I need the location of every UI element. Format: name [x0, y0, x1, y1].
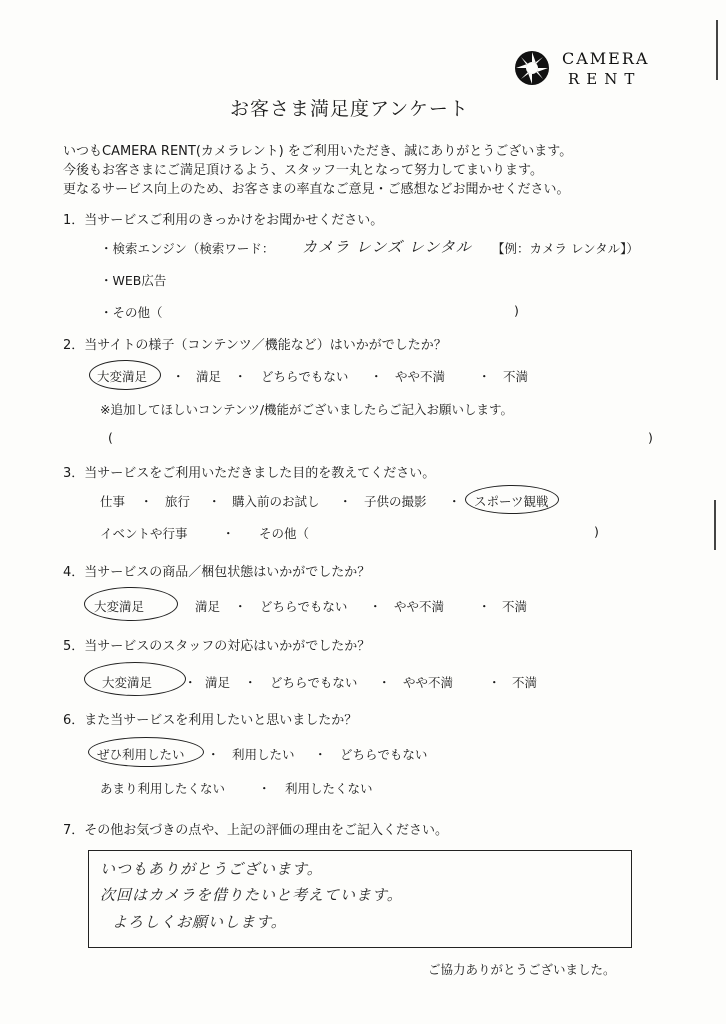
q4-option-dissatisfied: 不満: [502, 599, 528, 614]
intro-line-2: 今後もお客さまにご満足頂けるよう、スタッフ一丸となって努力してまいります。: [63, 163, 543, 178]
q6-option-yes: 利用したい: [232, 747, 295, 762]
q3-option-travel: 旅行: [165, 494, 191, 509]
comment-line-1: いつもありがとうございます。: [100, 860, 323, 878]
q1-search-example: 【例：カメラ レンタル】）: [492, 241, 639, 256]
comment-line-3: よろしくお願いします。: [112, 913, 287, 931]
q3-option-event: イベントや行事: [100, 526, 188, 541]
q1-other-option: ・その他（: [100, 305, 163, 320]
intro-line-3: 更なるサービス向上のため、お客さまの率直なご意見・ご感想などお聞かせください。: [63, 182, 570, 197]
intro-line-1: いつもCAMERA RENT(カメラレント) をご利用いただき、誠にありがとうございます。: [63, 144, 573, 159]
q7-text: 7．その他お気づきの点や、上記の評価の理由をご記入ください。: [63, 823, 449, 838]
q3-option-sports: スポーツ観戦: [474, 494, 549, 509]
comment-line-2: 次回はカメラを借りたいと考えています。: [100, 886, 403, 904]
q2-option-very-satisfied: 大変満足: [97, 369, 148, 384]
q4-selection-circle: [84, 587, 178, 621]
q5-text: 5．当サービスのスタッフの対応はいかがでしたか？: [63, 639, 371, 654]
q5-option-dissatisfied: 不満: [512, 675, 538, 690]
q6-option-no: 利用したくない: [285, 781, 373, 796]
q1-search-answer: カメラ レンズ レンタル: [302, 238, 472, 256]
q3-option-other: その他（: [259, 526, 310, 541]
q5-option-satisfied: 満足: [205, 675, 231, 690]
q3-option-work: 仕事: [100, 494, 126, 509]
q2-option-somewhat-dissatisfied: やや不満: [395, 369, 446, 384]
q6-selection-circle: [88, 737, 204, 767]
q1-web-option: ・WEB広告: [100, 273, 167, 288]
q5-option-neutral: どちらでもない: [270, 675, 358, 690]
q2-open-paren: (: [108, 430, 113, 445]
closing-text: ご協力ありがとうございました。: [428, 962, 616, 977]
q2-option-dissatisfied: 不満: [503, 369, 529, 384]
q2-text: 2．当サイトの様子（コンテンツ／機能など）はいかがでしたか？: [63, 338, 447, 353]
q1-search-option: ・検索エンジン（検索ワード：: [100, 241, 275, 256]
q1-text: 1．当サービスご利用のきっかけをお聞かせください。: [63, 213, 384, 228]
scan-edge-mark: [714, 500, 716, 550]
aperture-icon: [514, 50, 550, 86]
q3-option-kids: 子供の撮影: [364, 494, 427, 509]
q6-option-definitely: ぜひ利用したい: [97, 747, 185, 762]
q5-selection-circle: [84, 662, 186, 696]
q2-selection-circle: [89, 360, 161, 390]
page-title: お客さま満足度アンケート: [230, 98, 469, 120]
q6-option-neutral: どちらでもない: [340, 747, 428, 762]
q3-option-trial: 購入前のお試し: [232, 494, 320, 509]
q4-option-very-satisfied: 大変満足: [94, 599, 145, 614]
q4-option-satisfied: 満足: [195, 599, 221, 614]
q6-text: 6．また当サービスを利用したいと思いましたか？: [63, 713, 358, 728]
q4-option-somewhat-dissatisfied: やや不満: [394, 599, 445, 614]
q6-option-not-really: あまり利用したくない: [100, 781, 226, 796]
q3-text: 3．当サービスをご利用いただきました目的を教えてください。: [63, 466, 436, 481]
q5-option-very-satisfied: 大変満足: [102, 675, 153, 690]
q2-option-neutral: どちらでもない: [261, 369, 349, 384]
q2-close-paren: ): [648, 430, 653, 445]
q3-other-close: ): [594, 524, 599, 539]
q2-note: ※追加してほしいコンテンツ/機能がございましたらご記入お願いします。: [100, 402, 514, 417]
scan-edge-mark: [716, 20, 718, 80]
logo-line1: CAMERA: [562, 49, 650, 68]
q4-text: 4．当サービスの商品／梱包状態はいかがでしたか？: [63, 565, 371, 580]
q5-option-somewhat-dissatisfied: やや不満: [403, 675, 454, 690]
q2-option-satisfied: 満足: [196, 369, 222, 384]
q3-selection-circle: [465, 485, 559, 514]
q4-option-neutral: どちらでもない: [260, 599, 348, 614]
logo-line2: RENT: [568, 70, 642, 88]
q1-other-close: ): [514, 303, 519, 318]
